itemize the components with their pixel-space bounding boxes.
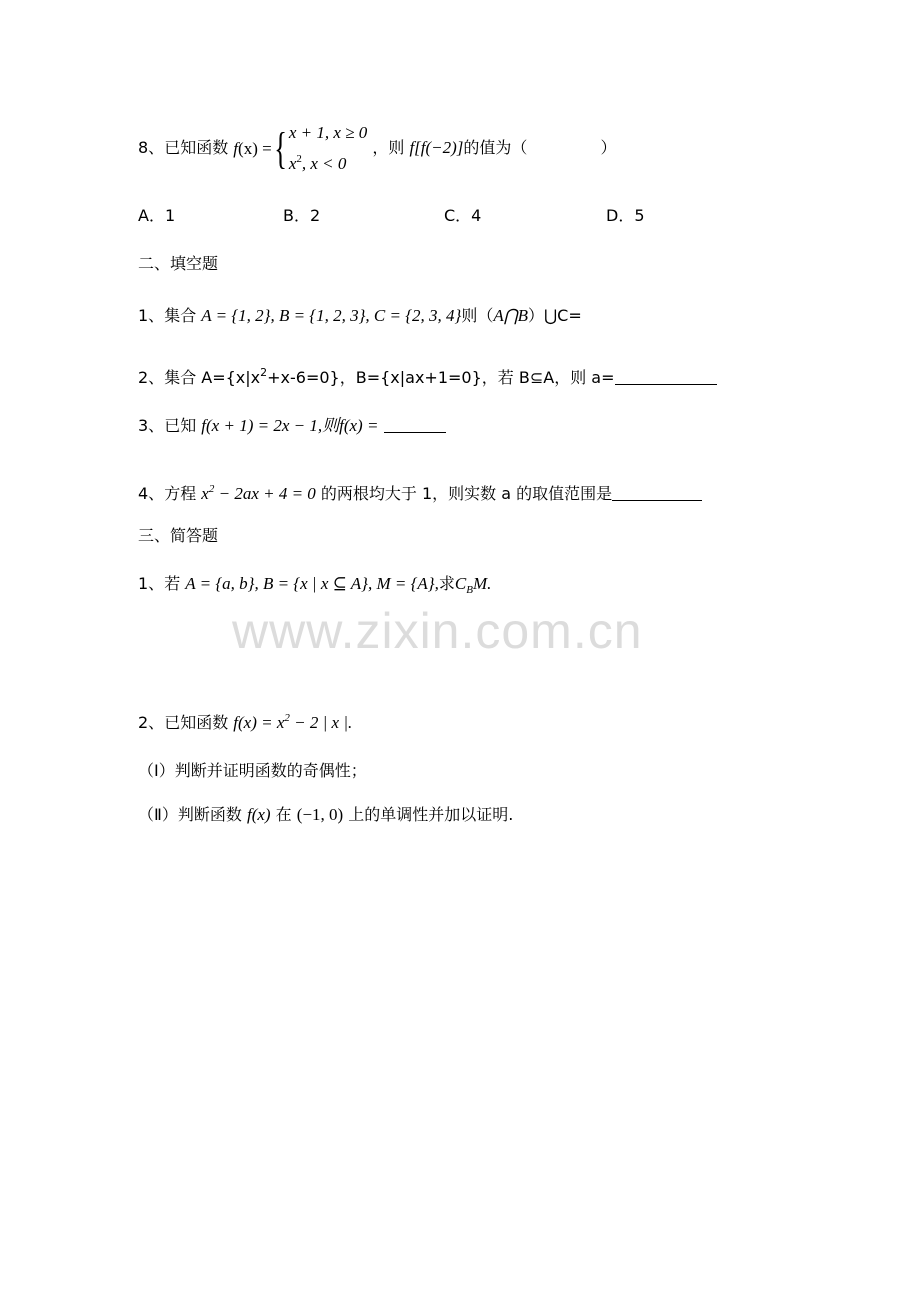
question-text: 集合 A={x|x	[164, 368, 261, 387]
math-expression: $f(x) = x^2 - 2$ | x |.	[233, 712, 353, 732]
case-1: x + 1, x ≥ 0	[288, 123, 368, 142]
part-1: （Ⅰ）判断并证明函数的奇偶性；	[138, 761, 367, 780]
option-a: A．1	[138, 206, 176, 225]
math-expression: f(x + 1) = 2x − 1,则f(x) =	[201, 416, 379, 435]
answer-question-2	[138, 707, 352, 734]
question-8	[138, 120, 617, 177]
option-c: C．4	[444, 206, 482, 225]
question-text: 求	[438, 574, 455, 593]
piecewise-function	[233, 120, 367, 177]
function-arg: (x) =	[238, 138, 272, 158]
part-2	[138, 804, 513, 826]
case-2: $x^2$, x < 0	[288, 153, 347, 173]
question-text: 方程	[164, 484, 197, 503]
question-text: 上的单调性并加以证明.	[348, 805, 514, 824]
expression: f[f(−2)]	[409, 138, 464, 157]
question-text: ）⋃C=	[528, 306, 582, 325]
question-text: 的两根均大于 1，则实数 a 的取值范围是	[320, 484, 613, 503]
fill-question-1	[138, 305, 582, 327]
section-title: 二、填空题	[138, 254, 219, 273]
fill-question-4	[138, 478, 702, 505]
answer-question-1	[138, 573, 491, 601]
close-paren: ）	[600, 138, 617, 157]
math-expression: $x^2 - 2ax + 4 = 0$	[201, 483, 316, 503]
complement-expression: $C_BM$.	[454, 574, 492, 596]
math-expression: A = {1, 2}, B = {1, 2, 3}, C = {2, 3, 4}	[201, 306, 462, 325]
question-number: 4、	[138, 484, 165, 503]
cases	[289, 120, 367, 177]
question-text: 已知函数	[164, 713, 229, 732]
option-d: D．5	[606, 206, 645, 225]
watermark: www.zixin.com.cn	[232, 603, 643, 659]
math-expression: A = {a, b}, B = {x | x ⊆ A}, M = {A},	[185, 574, 439, 593]
question-text: 已知	[164, 416, 197, 435]
math-expression: A⋂B	[493, 306, 529, 325]
question-number: 2、	[138, 713, 165, 732]
answer-blank	[615, 368, 717, 385]
question-text: 集合	[164, 306, 197, 325]
interval: (−1, 0)	[296, 805, 344, 824]
answer-blank	[384, 416, 446, 433]
question-text: 的值为（	[463, 138, 528, 157]
function-name: f(x)	[246, 805, 271, 824]
function-name: f	[233, 138, 239, 158]
fill-question-2	[138, 362, 717, 389]
section-title: 三、简答题	[138, 526, 219, 545]
question-text: 在	[275, 805, 292, 824]
answer-blank	[612, 484, 702, 501]
question-number: 8、	[138, 138, 165, 157]
question-text: （Ⅱ）判断函数	[138, 805, 242, 824]
superscript: 2	[260, 366, 268, 379]
question-text: 则（	[461, 306, 494, 325]
question-text: ，则	[372, 138, 405, 157]
question-number: 1、	[138, 306, 165, 325]
option-b: B．2	[283, 206, 321, 225]
question-text: 已知函数	[164, 138, 229, 157]
question-number: 1、	[138, 574, 165, 593]
question-number: 3、	[138, 416, 165, 435]
question-text: +x-6=0}，B={x|ax+1=0}，若 B⊆A，则 a=	[267, 368, 615, 387]
fill-question-3	[138, 415, 446, 437]
question-text: 若	[164, 574, 181, 593]
question-number: 2、	[138, 368, 165, 387]
brace-symbol: {	[273, 123, 287, 173]
